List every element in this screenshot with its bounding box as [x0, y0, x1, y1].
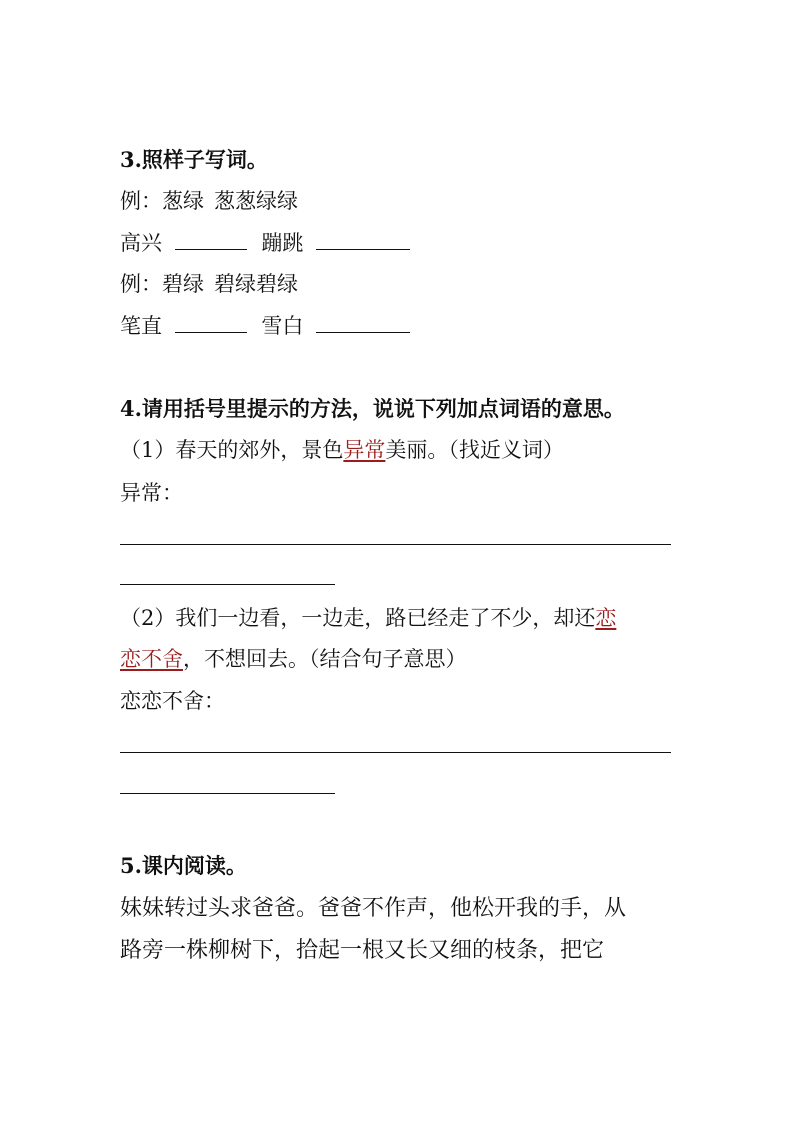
example-prefix: 例：	[120, 189, 162, 213]
answer-blank[interactable]	[175, 229, 247, 250]
example-prefix: 例：	[120, 272, 162, 296]
word-item: 笔直	[120, 314, 162, 338]
answer-line[interactable]	[120, 793, 335, 794]
example-sample: 碧绿碧绿	[214, 272, 298, 296]
sentence-text: （2）我们一边看，一边走，路已经走了不少，却还	[120, 606, 596, 630]
sentence-text: ，不想回去。（结合句子意思）	[183, 647, 467, 671]
answer-blank[interactable]	[316, 229, 410, 250]
q3-row-2	[120, 312, 410, 340]
q3-example-1	[120, 187, 298, 215]
q3-title: 3.照样子写词。	[120, 147, 268, 172]
word-item: 雪白	[261, 314, 304, 338]
q3-example-2	[120, 270, 298, 298]
reading-line: 路旁一株柳树下，拾起一根又长又细的枝条，把它	[120, 938, 605, 963]
q4-sentence-1	[120, 436, 564, 464]
q4-sentence-2-line-2	[120, 645, 467, 673]
example-sample: 葱葱绿绿	[214, 189, 298, 213]
sentence-text: （1）春天的郊外，景色	[120, 438, 344, 462]
q5-title: 5.课内阅读。	[120, 853, 247, 878]
answer-line[interactable]	[120, 752, 671, 753]
answer-blank[interactable]	[175, 312, 247, 333]
q4-answer-label-1: 异常：	[120, 481, 183, 505]
example-word: 碧绿	[162, 272, 204, 296]
example-word: 葱绿	[162, 189, 204, 213]
reading-line: 妹妹转过头求爸爸。爸爸不作声，他松开我的手，从	[120, 896, 627, 921]
q4-title: 4.请用括号里提示的方法，说说下列加点词语的意思。	[120, 396, 625, 421]
dotted-word: 恋	[595, 606, 617, 630]
answer-line[interactable]	[120, 584, 335, 585]
q4-sentence-2-line-1	[120, 604, 616, 632]
q4-answer-label-2: 恋恋不舍：	[120, 689, 225, 713]
dotted-word: 恋不舍	[120, 647, 183, 671]
q3-row-1	[120, 229, 410, 257]
dotted-word: 异常	[343, 438, 386, 462]
answer-blank[interactable]	[316, 312, 410, 333]
sentence-text: 美丽。（找近义词）	[385, 438, 564, 462]
word-item: 蹦跳	[261, 231, 304, 255]
word-item: 高兴	[120, 231, 162, 255]
answer-line[interactable]	[120, 544, 671, 545]
